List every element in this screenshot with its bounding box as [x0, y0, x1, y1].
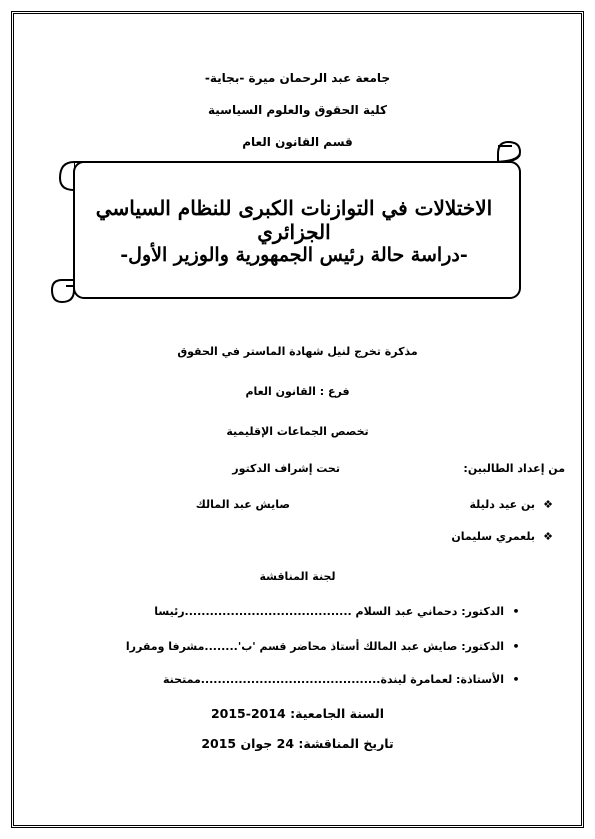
university-name: جامعة عبد الرحمان ميرة -بجاية-: [204, 71, 391, 85]
diamond-bullet-icon: ❖: [543, 498, 553, 511]
thesis-specialty: تخصص الجماعات الإقليمية: [226, 425, 369, 438]
supervisor-heading: تحت إشراف الدكتور: [232, 462, 340, 475]
supervisor-name: صايش عبد المالك: [195, 498, 290, 511]
academic-year: السنة الجامعية: 2014-2015: [210, 706, 385, 721]
student-name: بن عيد دليلة: [469, 498, 535, 511]
jury-member: [163, 673, 520, 686]
jury-member-text: الدكتور: صايش عبد المالك أستاذ محاضر قسم 'ب'........مشرفا ومقررا: [125, 640, 504, 653]
student-name: بلعمري سليمان: [451, 530, 535, 543]
jury-heading: لجنة المناقشة: [259, 570, 336, 583]
thesis-title-line1: الاختلالات في التوازنات الكبرى للنظام السياسي الجزائري: [95, 196, 493, 244]
thesis-title-line2: -دراسة حالة رئيس الجمهورية والوزير الأول-: [120, 244, 468, 266]
student-item: [451, 530, 555, 543]
bullet-icon: •: [512, 640, 520, 653]
diamond-bullet-icon: ❖: [543, 530, 553, 543]
defense-date: تاريخ المناقشة: 24 جوان 2015: [201, 736, 394, 751]
students-heading: من إعداد الطالبين:: [463, 462, 565, 475]
bullet-icon: •: [512, 605, 520, 618]
department-name: قسم القانون العام: [242, 135, 353, 149]
jury-member: [126, 640, 520, 653]
faculty-name: كلية الحقوق والعلوم السياسية: [207, 103, 388, 117]
student-item: [470, 498, 555, 511]
jury-member: [154, 605, 520, 618]
jury-member-text: الدكتور: دحماني عبد السلام ........................................رئيسا: [154, 605, 504, 618]
thesis-purpose: مذكرة تخرج لنيل شهادة الماستر في الحقوق: [177, 345, 418, 358]
bullet-icon: •: [512, 673, 520, 686]
jury-member-text: الأستاذة: لعمامرة ليندة...........................................ممتحنة: [163, 673, 504, 686]
thesis-branch: فرع : القانون العام: [245, 385, 350, 398]
